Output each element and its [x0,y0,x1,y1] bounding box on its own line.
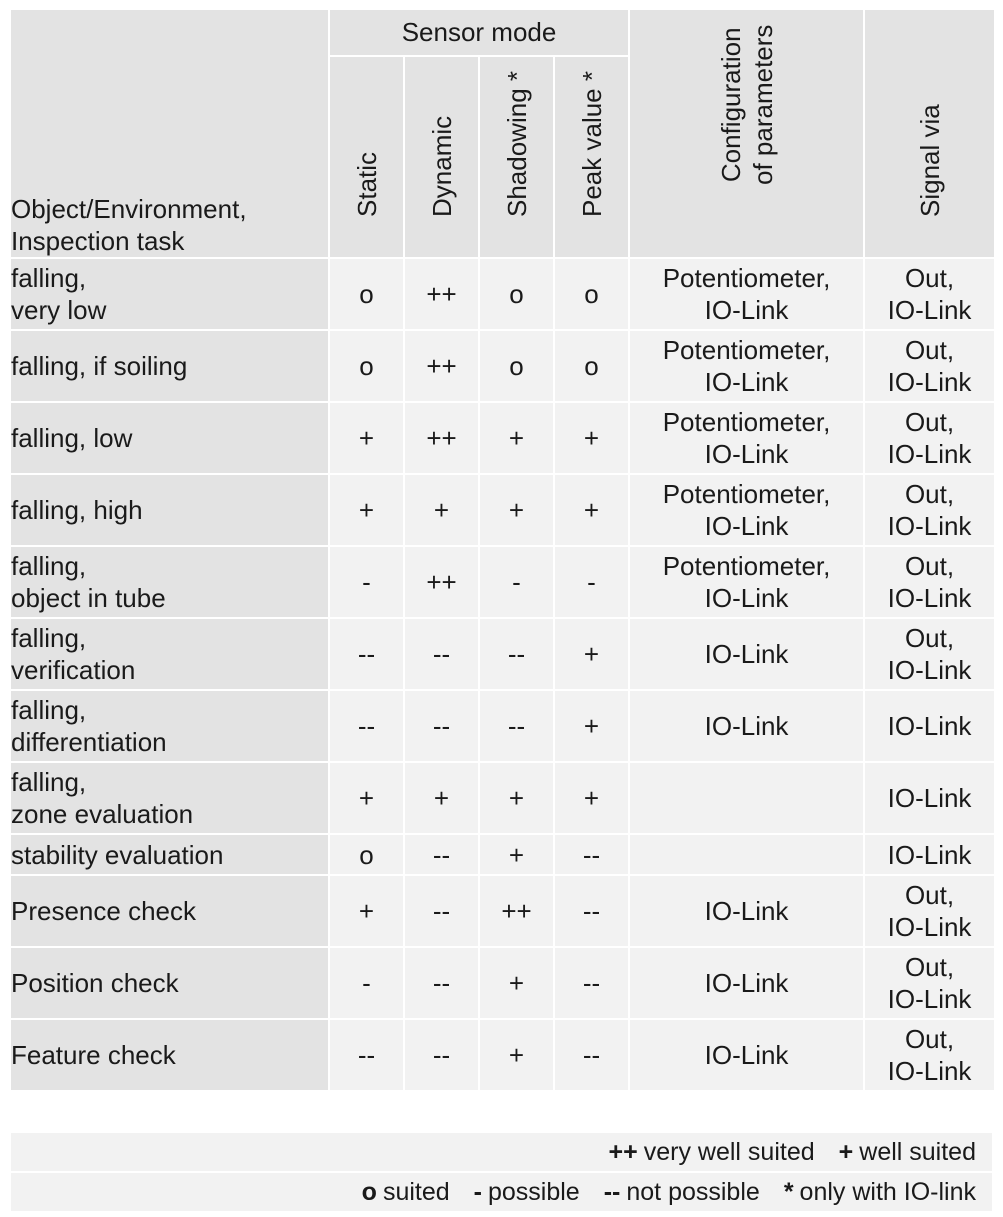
legend-text: only with IO-link [799,1177,976,1206]
task-cell [10,690,329,762]
mode-label: Shadowing * [501,71,532,217]
configuration-text: IO-Link [704,367,789,397]
configuration-text: IO-Link [704,896,789,926]
configuration-cell [629,947,864,1019]
signal-cell [864,258,995,330]
rating-cell: o [329,834,404,875]
object-header-line1: Object/Environment, [11,194,247,224]
signal-cell [864,474,995,546]
table-row [10,402,995,474]
rating-cell: ++ [404,546,479,618]
rating-cell: + [479,402,554,474]
sensor-mode-header: Sensor mode [329,9,629,56]
task-text: falling, [11,551,87,581]
task-text: falling, [11,263,87,293]
signal-header-text: Signal via [914,104,945,217]
legend-symbol: * [783,1177,794,1206]
rating-cell: + [554,474,629,546]
rating-cell: -- [404,834,479,875]
configuration-text: IO-Link [704,1040,789,1070]
rating-cell: + [329,474,404,546]
configuration-cell [629,1019,864,1091]
configuration-cell [629,402,864,474]
table-row [10,947,995,1019]
signal-text: Out, [904,335,955,365]
configuration-header [629,9,864,258]
rating-cell: ++ [479,875,554,947]
configuration-cell [629,618,864,690]
configuration-cell [629,762,864,834]
configuration-cell [629,330,864,402]
task-text: differentiation [11,727,167,757]
signal-cell [864,330,995,402]
task-text: stability evaluation [11,839,224,870]
mode-header-dynamic [404,56,479,258]
signal-via-header [864,9,995,258]
rating-cell: + [479,947,554,1019]
task-cell [10,474,329,546]
rating-cell: -- [329,618,404,690]
task-text: Presence check [11,896,196,926]
legend-line-1 [10,1132,993,1172]
task-cell [10,875,329,947]
legend-text: possible [487,1177,580,1206]
rating-cell: o [479,258,554,330]
rating-cell: -- [404,947,479,1019]
legend-item [604,1178,760,1206]
configuration-cell [629,258,864,330]
signal-cell [864,618,995,690]
configuration-text: Potentiometer, [662,551,831,581]
legend-text: well suited [859,1137,976,1166]
rating-cell: + [479,762,554,834]
rating-cell: -- [554,834,629,875]
configuration-text: IO-Link [704,511,789,541]
legend [9,1131,994,1213]
table-row [10,546,995,618]
rating-cell: -- [479,618,554,690]
legend-line-2 [10,1172,993,1212]
rating-cell: o [329,258,404,330]
signal-cell [864,875,995,947]
configuration-text: Potentiometer, [662,407,831,437]
legend-text: not possible [626,1177,760,1206]
configuration-cell [629,474,864,546]
legend-symbol: ++ [608,1137,638,1166]
legend-symbol: o [361,1177,377,1206]
signal-cell [864,402,995,474]
task-cell [10,1019,329,1091]
table-row [10,474,995,546]
legend-item [362,1178,450,1206]
signal-cell [864,947,995,1019]
task-text: verification [11,655,136,685]
signal-cell [864,834,995,875]
table-row [10,762,995,834]
rating-cell: + [404,762,479,834]
object-header-line2: Inspection task [11,226,185,256]
signal-text: IO-Link [887,511,972,541]
task-text: falling, [11,767,87,797]
rating-cell: -- [404,690,479,762]
rating-cell: -- [404,618,479,690]
rating-cell: -- [329,1019,404,1091]
legend-symbol: + [838,1137,854,1166]
config-header-line2: of parameters [747,24,778,185]
signal-text: Out, [904,952,955,982]
rating-cell: + [329,875,404,947]
rating-cell: + [479,834,554,875]
table-row [10,834,995,875]
suitability-table [9,8,996,1092]
rating-cell: o [554,258,629,330]
configuration-cell [629,546,864,618]
task-cell [10,762,329,834]
rating-cell: - [329,947,404,1019]
legend-item [609,1138,815,1166]
task-cell [10,947,329,1019]
signal-text: IO-Link [887,295,972,325]
configuration-cell [629,690,864,762]
configuration-text: IO-Link [704,439,789,469]
signal-text: IO-Link [887,1056,972,1086]
mode-label: Peak value * [576,71,607,217]
signal-text: IO-Link [887,367,972,397]
rating-cell: + [554,618,629,690]
table-row [10,875,995,947]
signal-text: IO-Link [887,655,972,685]
rating-cell: o [479,330,554,402]
mode-header-peak-value [554,56,629,258]
task-cell [10,330,329,402]
signal-cell [864,690,995,762]
task-text: falling, [11,695,87,725]
legend-item [474,1178,580,1206]
configuration-text: IO-Link [704,295,789,325]
mode-header-shadowing [479,56,554,258]
signal-text: Out, [904,623,955,653]
legend-symbol: - [473,1177,482,1206]
task-text: object in tube [11,583,166,613]
signal-text: Out, [904,880,955,910]
rating-cell: -- [479,690,554,762]
mode-label: Dynamic [426,115,457,217]
task-text: Feature check [11,1040,176,1070]
rating-cell: -- [404,1019,479,1091]
configuration-text: IO-Link [704,583,789,613]
task-text: falling, low [11,423,133,453]
rating-cell: + [329,402,404,474]
task-text: falling, high [11,495,143,525]
configuration-text: IO-Link [704,711,789,741]
signal-text: IO-Link [887,583,972,613]
rating-cell: + [329,762,404,834]
rating-cell: + [554,762,629,834]
signal-text: Out, [904,407,955,437]
signal-cell [864,1019,995,1091]
table-row [10,618,995,690]
signal-text: IO-Link [887,711,972,741]
rating-cell: ++ [404,402,479,474]
configuration-text: Potentiometer, [662,335,831,365]
rating-cell: - [554,546,629,618]
signal-text: Out, [904,1024,955,1054]
legend-item [784,1178,976,1206]
signal-text: IO-Link [887,439,972,469]
signal-cell [864,546,995,618]
configuration-text: IO-Link [704,968,789,998]
task-cell [10,546,329,618]
rating-cell: + [479,1019,554,1091]
task-cell [10,402,329,474]
configuration-text: Potentiometer, [662,263,831,293]
configuration-cell [629,834,864,875]
config-header-line1: Configuration [715,27,746,183]
rating-cell: -- [329,690,404,762]
rating-cell: -- [404,875,479,947]
signal-text: IO-Link [887,912,972,942]
configuration-cell [629,875,864,947]
signal-text: Out, [904,551,955,581]
rating-cell: -- [554,947,629,1019]
object-environment-header [10,9,329,258]
rating-cell: -- [554,875,629,947]
rating-cell: ++ [404,258,479,330]
task-cell [10,834,329,875]
legend-text: suited [382,1177,450,1206]
task-text: falling, [11,623,87,653]
table-row [10,330,995,402]
table-row [10,258,995,330]
rating-cell: - [329,546,404,618]
legend-item [839,1138,976,1166]
task-text: falling, if soiling [11,351,188,381]
rating-cell: + [404,474,479,546]
task-text: very low [11,295,107,325]
signal-text: Out, [904,479,955,509]
signal-cell [864,762,995,834]
signal-text: Out, [904,263,955,293]
mode-label: Static [351,151,382,217]
rating-cell: ++ [404,330,479,402]
task-text: Position check [11,968,179,998]
legend-text: very well suited [643,1137,815,1166]
task-text: zone evaluation [11,799,194,829]
rating-cell: + [479,474,554,546]
legend-symbol: -- [603,1177,621,1206]
rating-cell: + [554,402,629,474]
signal-text: IO-Link [887,783,972,813]
task-cell [10,618,329,690]
configuration-text: Potentiometer, [662,479,831,509]
signal-text: IO-Link [887,839,972,870]
signal-text: IO-Link [887,984,972,1014]
rating-cell: o [329,330,404,402]
table-row [10,690,995,762]
mode-header-static [329,56,404,258]
rating-cell: o [554,330,629,402]
configuration-text: IO-Link [704,639,789,669]
table-row [10,1019,995,1091]
rating-cell: -- [554,1019,629,1091]
task-cell [10,258,329,330]
rating-cell: + [554,690,629,762]
rating-cell: - [479,546,554,618]
